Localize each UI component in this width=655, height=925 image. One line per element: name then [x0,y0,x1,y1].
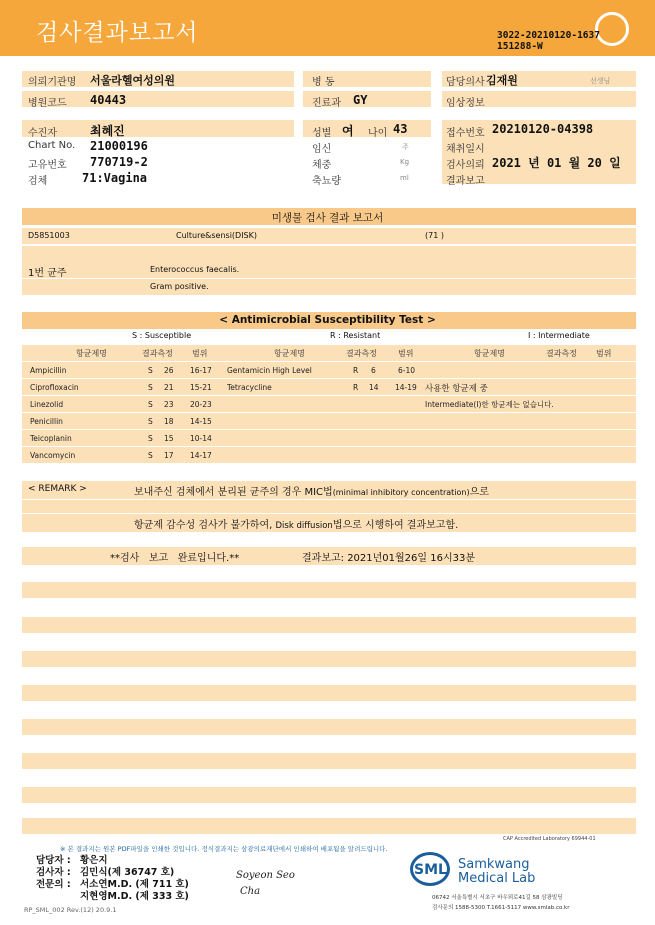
band [22,120,294,137]
weight-label: 체중 [312,160,332,171]
ast-sir: S [148,400,153,409]
ast-range: 16-17 [190,366,212,375]
completion-text: **검사 보고 완료입니다.** [110,553,240,564]
band [22,362,636,378]
report-id: 3022-20210120-1637 151288-W [497,30,600,52]
dept-label: 진료과 [312,98,341,109]
doctor-label: 담당의사 [446,77,485,88]
band [22,413,636,429]
band [22,379,636,395]
ast-column-header-band [22,345,636,361]
ast-range: 14-17 [190,451,212,460]
accession-value: 20210120-04398 [492,122,594,136]
ast-drug: Linezolid [30,400,64,409]
sex-value: 여 [342,124,354,138]
staff-label-3: 전문의 : [36,879,71,890]
remark-line2: 항균제 감수성 검사가 불가하여, Disk diffusion법으로 시행하여 결과보고함. [134,520,459,531]
col-result: 결과측정 [546,349,577,358]
band [22,500,636,513]
urine-unit: ml [400,174,409,182]
organism-name: Enterococcus faecalis. [150,265,240,274]
ast-sir: S [148,451,153,460]
ast-value: 6 [371,366,376,375]
blank-row [22,818,636,834]
request-value: 2021 년 01 월 20 일 [492,156,621,170]
sml-logo-text: SML [414,862,447,878]
dept-value: GY [353,93,368,107]
blank-row [22,719,636,735]
band [22,430,636,446]
ast-sir: S [148,417,153,426]
ast-title: < Antimicrobial Susceptibility Test > [219,314,436,326]
col-range: 범위 [192,349,208,358]
ast-value: 26 [164,366,174,375]
age-value: 43 [393,122,408,136]
doctor-suffix: 선생님 [590,77,611,85]
ast-drug: Teicoplanin [30,434,72,443]
sex-label: 성별 [312,128,332,139]
ward-label: 병 동 [312,77,335,88]
company-address: 06742 서울특별시 서초구 바우뫼로41길 58 삼광빌딩 [432,895,563,901]
staff-value-3b: 지현영M.D. (제 333 호) [80,891,189,902]
staff-value-2: 김민식(제 36747 호) [80,867,175,878]
staff-label-2: 검사자 : [36,867,71,878]
form-code: RP_SML_002 Rev.(12) 20.9.1 [24,906,117,914]
specimen-label: 검체 [28,176,48,187]
clinical-label: 임상정보 [446,98,485,109]
staff-value-1: 황은지 [80,855,108,866]
band [22,228,636,244]
ast-range: 14-15 [190,417,212,426]
ast-note-used: 사용한 항균제 중 [425,384,488,394]
band [22,246,636,262]
col-result: 결과측정 [346,349,377,358]
chart-label: Chart No. [28,140,76,151]
col-drug: 항균제명 [76,349,107,358]
unique-value: 770719-2 [90,155,148,169]
report-time: 결과보고: 2021년01월26일 16시33분 [302,553,476,564]
ast-range: 10-14 [190,434,212,443]
band [22,447,636,463]
chart-value: 21000196 [90,139,148,153]
ast-value: 15 [164,434,174,443]
ast-sir: S [148,366,153,375]
blank-row [22,582,636,598]
col-result: 결과측정 [142,349,173,358]
ast-drug: Ampicillin [30,366,67,375]
band [22,262,636,278]
pregnancy-label: 임신 [312,144,332,155]
ast-value: 23 [164,400,174,409]
weight-unit: Kg [400,158,410,166]
staff-label-1: 담당자 : [36,855,71,866]
ast-drug: Penicillin [30,417,63,426]
blank-row [22,787,636,803]
ast-drug: Vancomycin [30,451,76,460]
remark-line1: 보내주신 검체에서 분리된 균주의 경우 MIC법(minimal inhibitory concentration)으로 [134,487,489,498]
company-name: Samkwang Medical Lab [458,857,536,886]
legend-resistant: R : Resistant [330,331,381,340]
remark-label: < REMARK > [28,484,87,494]
report-label: 결과보고 [446,176,485,187]
strain-label: 1번 균주 [28,268,67,279]
unique-label: 고유번호 [28,160,67,171]
ast-sir: R [353,383,359,392]
legend-susceptible: S : Susceptible [132,331,192,340]
blank-row [22,617,636,633]
ast-range: 20-23 [190,400,212,409]
staff-value-3a: 서소연M.D. (제 711 호) [80,879,189,890]
gram-stain: Gram positive. [150,282,209,291]
age-label: 나이 [368,128,388,139]
cap-accreditation: CAP Accredited Laboratory 69944-01 [503,836,596,842]
ast-drug: Gentamicin High Level [227,366,312,375]
legend-intermediate: I : Intermediate [528,331,590,340]
ast-note-intermediate: Intermediate(I)한 항균제는 없습니다. [425,400,554,409]
patient-label: 수진자 [28,128,57,139]
ast-range: 6-10 [398,366,416,375]
ast-value: 21 [164,383,174,392]
doctor-value: 김재원 [486,74,518,87]
institution-value: 서울라헬여성의원 [90,74,176,87]
ast-value: 18 [164,417,174,426]
company-phone: 검사문의 1588-5300 T.1661-5117 www.smlab.co.kr [432,905,570,911]
patient-value: 최혜진 [90,124,125,138]
institution-label: 의뢰기관명 [28,77,77,88]
ast-sir: S [148,434,153,443]
ast-range: 14-19 [395,383,417,392]
report-header [0,0,655,56]
ast-sir: S [148,383,153,392]
accession-label: 접수번호 [446,128,485,139]
micro-section-title: 미생물 검사 결과 보고서 [271,212,384,224]
ast-drug: Tetracycline [227,383,272,392]
ast-range: 15-21 [190,383,212,392]
blank-row [22,685,636,701]
request-label: 검사의뢰 [446,160,485,171]
hospital-code-value: 40443 [90,93,127,107]
test-code: D5851003 [28,231,70,240]
specimen-value: 71:Vagina [82,171,148,185]
collect-label: 채취일시 [446,144,485,155]
footer-notice: ※ 본 결과지는 원본 PDF파일을 인쇄한 것입니다. 정식결과지는 삼광의료재단에서 인쇄하여 배포됨을 알려드립니다. [60,845,388,853]
ast-sir: R [353,366,359,375]
ast-drug: Ciprofloxacin [30,383,79,392]
blank-row [22,753,636,769]
ast-value: 14 [369,383,379,392]
ast-value: 17 [164,451,174,460]
urine-label: 축뇨량 [312,176,341,187]
signature-1: Soyeon Seo [236,870,295,881]
signature-2: Cha [240,886,261,897]
blank-row [22,651,636,667]
band [22,279,636,295]
col-range: 범위 [398,349,414,358]
test-name: Culture&sensi(DISK) [176,231,257,240]
test-specimen: (71 ) [425,231,444,240]
col-drug: 항균제명 [474,349,505,358]
col-drug: 항균제명 [274,349,305,358]
pregnancy-unit: 주 [402,143,409,151]
hospital-code-label: 병원코드 [28,98,67,109]
report-title: 검사결과보고서 [36,20,199,46]
col-range: 범위 [596,349,612,358]
